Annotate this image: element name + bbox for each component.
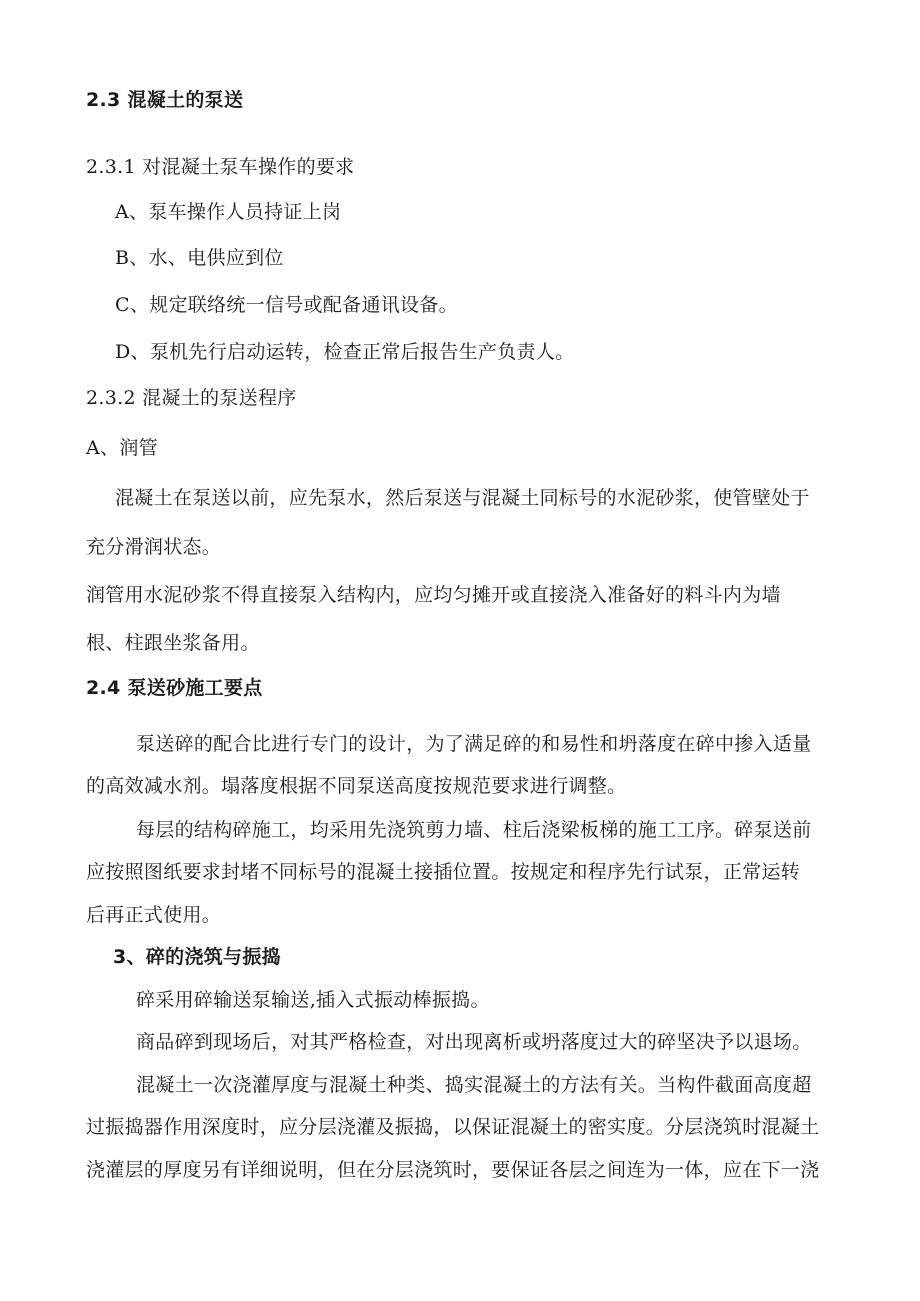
- section-heading-2-3-2: 2.3.2 混凝土的泵送程序: [86, 387, 297, 409]
- paragraph-line: 碎采用碎输送泵输送,插入式振动棒振捣。: [136, 989, 490, 1011]
- paragraph-line: 商品碎到现场后，对其严格检查，对出现离析或坍落度过大的碎坚决予以退场。: [136, 1031, 812, 1053]
- paragraph-line: 混凝土在泵送以前，应先泵水，然后泵送与混凝土同标号的水泥砂浆，使管壁处于: [115, 487, 810, 509]
- requirement-c: C、规定联络统一信号或配备通讯设备。: [115, 294, 458, 316]
- paragraph-line: 每层的结构碎施工，均采用先浇筑剪力墙、柱后浇梁板梯的施工工序。碎泵送前: [136, 819, 812, 841]
- paragraph-line: 浇灌层的厚度另有详细说明，但在分层浇筑时，要保证各层之间连为一体，应在下一浇: [86, 1159, 820, 1181]
- paragraph-line: 的高效减水剂。塌落度根据不同泵送高度按规范要求进行调整。: [86, 775, 627, 797]
- section-heading-3: 3、碎的浇筑与振捣: [113, 946, 281, 968]
- section-heading-2-3-1: 2.3.1 对混凝土泵车操作的要求: [86, 156, 355, 178]
- section-heading-2-3: 2.3 混凝土的泵送: [86, 89, 244, 111]
- paragraph-line: 根、柱跟坐浆备用。: [86, 632, 260, 654]
- requirement-d: D、泵机先行启动运转，检查正常后报告生产负责人。: [115, 341, 575, 363]
- paragraph-line: 润管用水泥砂浆不得直接泵入结构内，应均匀摊开或直接浇入准备好的料斗内为墙: [86, 584, 781, 606]
- paragraph-line: 混凝土一次浇灌厚度与混凝土种类、捣实混凝土的方法有关。当构件截面高度超: [136, 1074, 812, 1096]
- paragraph-line: 应按照图纸要求封堵不同标号的混凝土接插位置。按规定和程序先行试泵，正常运转: [86, 861, 801, 883]
- paragraph-line: 充分滑润状态。: [86, 536, 222, 558]
- paragraph-line: 过振捣器作用深度时，应分层浇灌及振捣，以保证混凝土的密实度。分层浇筑时混凝土: [86, 1116, 820, 1138]
- paragraph-line: 泵送碎的配合比进行专门的设计，为了满足碎的和易性和坍落度在碎中掺入适量: [136, 733, 812, 755]
- requirement-b: B、水、电供应到位: [115, 247, 284, 269]
- requirement-a: A、泵车操作人员持证上岗: [115, 201, 342, 223]
- section-heading-2-4: 2.4 泵送砂施工要点: [86, 677, 263, 699]
- paragraph-line: 后再正式使用。: [86, 904, 222, 926]
- lubrication-heading: A、润管: [86, 437, 158, 459]
